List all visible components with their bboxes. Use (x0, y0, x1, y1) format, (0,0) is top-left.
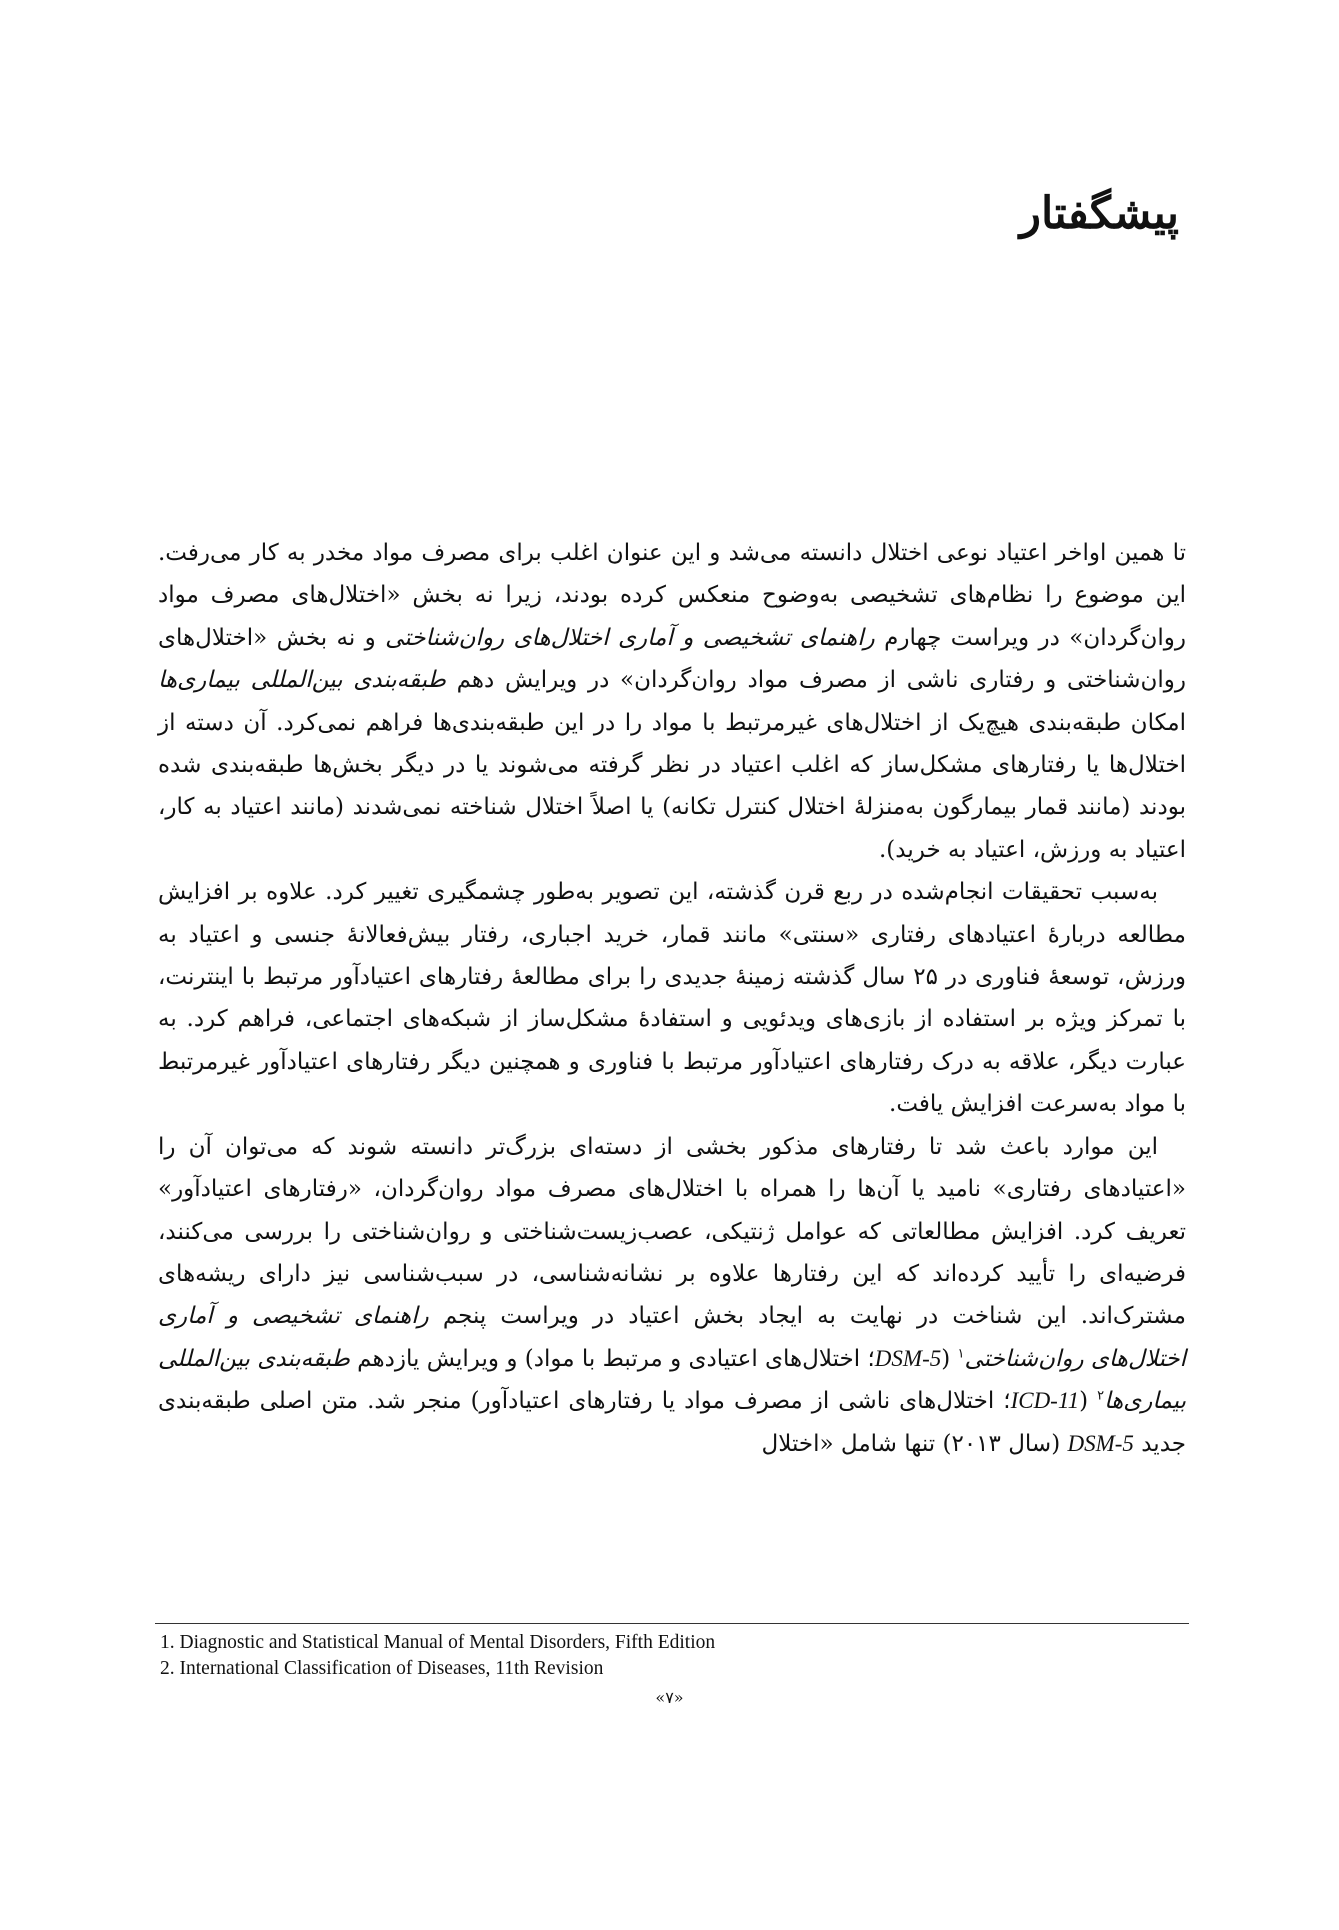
icd-title-italic-2: طبقه‌بندی بین‌المللی بیماری‌ها (157, 1345, 1186, 1415)
paragraph-3-text-c: ؛ اختلال‌های اعتیادی و مرتبط با مواد) و ویرایش یازدهم (349, 1345, 875, 1372)
paragraph-3-text-a: این موارد باعث شد تا رفتارهای مذکور بخشی از دسته‌ای بزرگ‌تر دانسته شوند که می‌توان آن را «اعتیادهای رفتاری» نامید یا آن‌ها را همراه با اختلال‌های مصرف مواد روان‌گردان، «رفتارهای اعتیادآور» تعریف کرد. افزایش مطالعاتی که عوامل ژنتیکی، عصب‌زیست‌شناختی و روان‌شناختی را بررسی می‌کنند، فرضیه‌ای را تأیید کرده‌اند که این رفتارها علاوه بر نشانه‌شناسی، در سبب‌شناسی نیز دارای ریشه‌های مشترک‌اند. این شناخت در نهایت به ایجاد بخش اعتیاد در ویراست پنجم (158, 1133, 1186, 1330)
icd11-abbreviation: ICD-11 (1010, 1388, 1080, 1414)
body-text (158, 532, 1186, 1465)
paragraph-1 (158, 532, 1186, 871)
footnote-ref-2[interactable]: ۲ (1097, 1388, 1105, 1404)
dsm5-abbreviation-2: DSM-5 (1067, 1430, 1134, 1456)
paragraph-3-text-b: ( (941, 1345, 958, 1372)
page-number: «۷» (655, 1688, 684, 1707)
paragraph-2: به‌سبب تحقیقات انجام‌شده در ربع قرن گذشته، این تصویر به‌طور چشمگیری تغییر کرد. علاوه بر افزایش مطالعه دربارهٔ اعتیادهای رفتاری «سنتی» مانند قمار، خرید اجباری، رفتار بیش‌فعالانهٔ جنسی و اعتیاد به ورزش، توسعهٔ فناوری در ۲۵ سال گذشته زمینهٔ جدیدی را برای مطالعهٔ رفتارهای اعتیادآور مرتبط با اینترنت، با تمرکز ویژه بر استفاده از بازی‌های ویدئویی و استفادهٔ مشکل‌ساز از شبکه‌های اجتماعی، فراهم کرد. به عبارت دیگر، علاقه به درک رفتارهای اعتیادآور مرتبط با فناوری و همچنین دیگر رفتارهای اعتیادآور غیرمرتبط با مواد به‌سرعت افزایش یافت. (158, 879, 1186, 1118)
paragraph-1-text-b: و نه بخش «اختلال‌های روان‌شناختی و رفتاری ناشی از مصرف مواد روان‌گردان» در ویرایش دهم (158, 624, 1187, 694)
footnote-divider (155, 1623, 1189, 1624)
footnote-1: 1. Diagnostic and Statistical Manual of Mental Disorders, Fifth Edition (160, 1632, 716, 1653)
footnotes (160, 1630, 1180, 1682)
paragraph-3-text-d: ( (1079, 1388, 1098, 1415)
dsm5-abbreviation: DSM-5 (874, 1345, 942, 1371)
paragraph-3-text-e: ؛ اختلال‌های ناشی از مصرف مواد یا رفتارهای اعتیادآور) منجر شد. متن اصلی طبقه‌بندی جدید (158, 1388, 1186, 1457)
paragraph-3-text-f: (سال ۲۰۱۳) تنها شامل «اختلال (761, 1430, 1068, 1457)
dsm-title-italic-2: راهنمای تشخیصی و آماری اختلال‌های روان‌شناختی (158, 1303, 1186, 1372)
icd-title-italic: طبقه‌بندی بین‌المللی بیماری‌ها (158, 667, 446, 694)
paragraph-1-text-c: امکان طبقه‌بندی هیچ‌یک از اختلال‌های غیرمرتبط با مواد را در این طبقه‌بندی‌ها فراهم نمی‌کرد. آن دسته از اختلال‌ها یا رفتارهای مشکل‌ساز که اغلب اعتیاد در نظر گرفته می‌شوند یا در دیگر بخش‌ها طبقه‌بندی شده بودند (مانند قمار بیمارگون به‌منزلهٔ اختلال کنترل تکانه) یا اصلاً اختلال شناخته نمی‌شدند (مانند اعتیاد به کار، اعتیاد به ورزش، اعتیاد به خرید). (158, 709, 1186, 863)
page-title: پیشگفتار (1019, 188, 1179, 239)
paragraph-3 (158, 1126, 1186, 1465)
footnote-2: 2. International Classification of Diseases, 11th Revision (160, 1658, 604, 1679)
footnote-ref-1[interactable]: ۱ (957, 1346, 965, 1362)
dsm-title-italic: راهنمای تشخیصی و آماری اختلال‌های روان‌شناختی (385, 624, 875, 651)
paragraph-1-text-a: تا همین اواخر اعتیاد نوعی اختلال دانسته می‌شد و این عنوان اغلب برای مصرف مواد مخدر به کار می‌رفت. این موضوع را نظام‌های تشخیصی به‌وضوح منعکس کرده بودند، زیرا نه بخش «اختلال‌های مصرف مواد روان‌گردان» در ویراست چهارم (158, 540, 1186, 651)
